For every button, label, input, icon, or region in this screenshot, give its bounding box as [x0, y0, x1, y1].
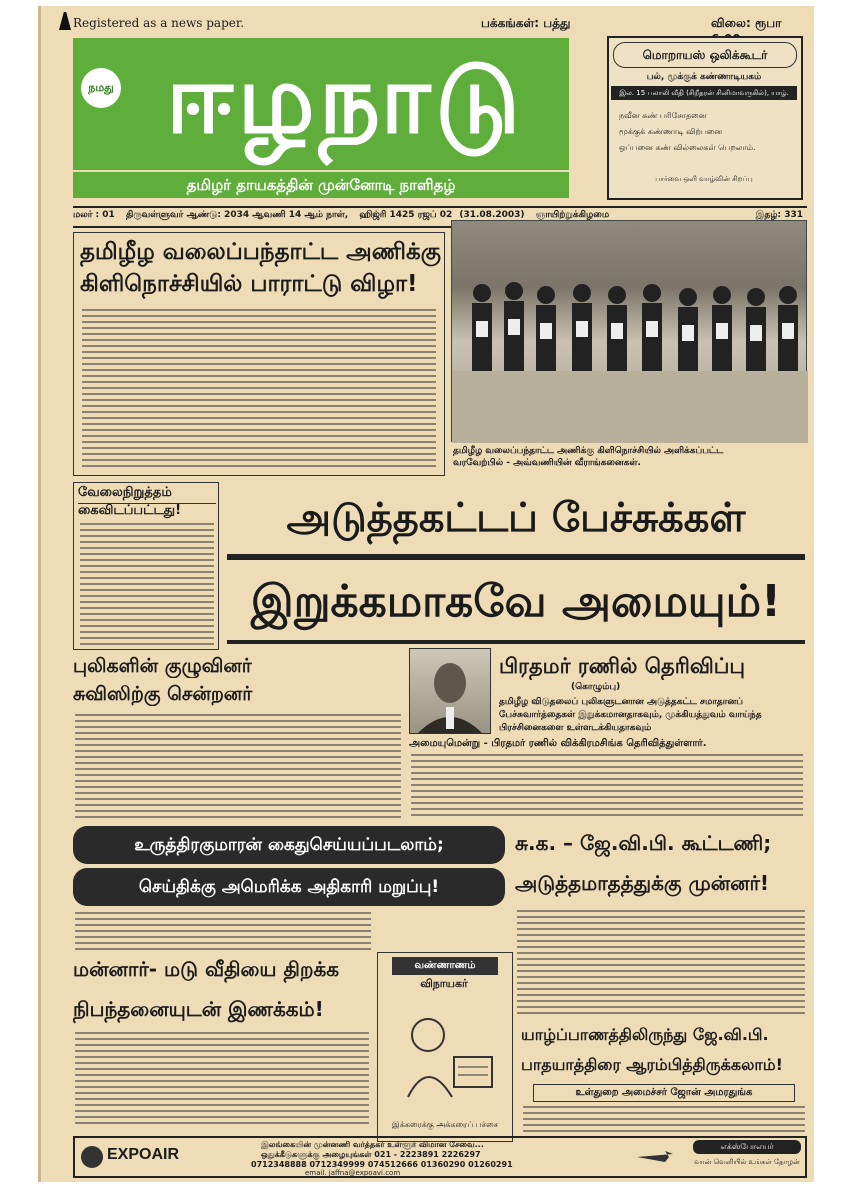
- expoair-numbers: 0712348888 0712349999 074512666 01360290 01260291: [251, 1160, 513, 1169]
- netball-headline-2: கிளிநொச்சியில் பாராட்டு விழா!: [80, 271, 418, 297]
- expoair-right-title: எக்ஸ்போஎயர்: [693, 1140, 801, 1154]
- logo-prefix-badge: நமது: [81, 68, 121, 108]
- jaffna-body-text: [523, 1106, 805, 1134]
- netball-story: [73, 232, 445, 476]
- jaffna-headline-2: பாதயாத்திரை ஆரம்பித்திருக்கலாம்!: [521, 1055, 783, 1074]
- pm-story-title: பிரதமர் ரணில் தெரிவிப்பு: [499, 654, 745, 678]
- strike-headline-1: வேலைநிறுத்தம்: [78, 485, 216, 504]
- strike-body-text: [80, 523, 214, 645]
- pm-portrait-icon: [410, 649, 490, 733]
- dateline-rule-top: [73, 206, 807, 208]
- tigers-headline-1: புலிகளின் குழுவினர்: [73, 655, 252, 677]
- team-photo-figures: [452, 221, 808, 443]
- expoair-line-1: இலங்கையின் முன்னணி வர்த்தகர் உள்ளூர் விமான சேவை...: [261, 1140, 484, 1149]
- alliance-body-text: [517, 910, 805, 1018]
- cartoon-title-1: வண்ணாணம்: [392, 957, 498, 975]
- optician-ad-item-2: மூக்குக் கண்ணாடி விற்பனை: [619, 127, 723, 136]
- pm-story-lead: தமிழீழ விடுதலைப் புலிகளுடனான அடுத்தகட்ட சமாதானப் பேச்சுவார்த்தைகள் இறுக்கமானதாகவும், முக்கியத்துவம் வாய்ந்த பிரச்சினைகளை உள்ளடக்கியதாகவும்: [499, 697, 762, 733]
- optician-ad-subtitle: பல், மூக்குக் கண்ணாடியகம்: [646, 72, 762, 82]
- optician-ad-title: மொறாயஸ் ஒலிக்கூடர்: [613, 42, 797, 68]
- dateline-day: ஞாயிற்றுக்கிழமை: [535, 210, 610, 220]
- netball-headline-1: தமிழீழ வலைப்பந்தாட்ட அணிக்கு: [80, 239, 441, 265]
- main-headline-rule: [227, 554, 805, 560]
- airplane-icon: [635, 1148, 675, 1164]
- registration-note: Registered as a news paper.: [73, 16, 245, 30]
- jaffna-headline-1: யாழ்ப்பாணத்திலிருந்து ஜே.வி.பி.: [521, 1025, 769, 1044]
- alliance-headline-2: அடுத்தமாதத்துக்கு முன்னர்!: [515, 871, 770, 895]
- optician-ad-footer: பார்வை ஒளி வாழ்வின் சிறப்பு: [655, 175, 753, 183]
- arrest-headline-2: செய்திக்கு அமெரிக்க அதிகாரி மறுப்பு!: [73, 868, 505, 906]
- photo-caption-2: வரவேற்பில் - அவ்வணியின் வீராங்கனைகள்.: [453, 458, 641, 468]
- alliance-headline-1: சு.க. – ஜே.வி.பி. கூட்டணி;: [515, 831, 772, 855]
- pm-story-location: (கொழும்பு): [571, 682, 621, 692]
- tigers-headline-2: சுவிஸிற்கு சென்றனர்: [73, 683, 253, 705]
- masthead-tagline: தமிழர் தாயகத்தின் முன்னோடி நாளிதழ்: [73, 172, 569, 198]
- expoair-brand: EXPOAIR: [107, 1146, 180, 1163]
- arrest-headline-1: உருத்திரகுமாரன் கைதுசெய்யப்படலாம்;: [73, 826, 505, 864]
- pm-photo: [409, 648, 491, 734]
- mannar-body-text: [75, 1032, 369, 1126]
- mannar-headline-2: நிபந்தனையுடன் இணக்கம்!: [73, 997, 324, 1021]
- dateline-tamil-year: திருவள்ளுவர் ஆண்டு: 2034 ஆவணி 14 ஆம் நாள்,: [125, 210, 349, 220]
- main-headline-1: அடுத்தகட்டப் பேச்சுக்கள்: [286, 495, 746, 541]
- price: விலை: ரூபா: [711, 16, 782, 30]
- dateline-issue: இதழ்: 331: [755, 210, 803, 220]
- cartoon-title-2: விநாயகர்: [420, 977, 468, 990]
- tigers-body-text: [75, 714, 401, 820]
- expoair-logo-icon: [81, 1146, 103, 1168]
- expoair-line-2: ஒதுக்கீடுகளுக்கு அழையுங்கள் 021 - 2223891 2226297: [261, 1150, 481, 1159]
- main-headline-rule-bottom: [227, 640, 805, 644]
- cartoon-caption: இக்கரைக்கு அக்கரைப் பச்சை: [391, 1120, 499, 1129]
- mannar-headline-1: மன்னார்- மடு வீதியை திறக்க: [73, 957, 340, 981]
- optician-ad-item-3: ஒப்பனை கண் வில்லைகள் பெறலாம்.: [619, 143, 756, 152]
- expoair-ad: [73, 1136, 807, 1178]
- masthead-title: ஈழநாடு: [165, 43, 525, 155]
- dateline-volume: மலர் : 01: [73, 210, 115, 220]
- dateline-hijri: ஹிஜ்ரி 1425 ரஜப் 02: [359, 210, 453, 220]
- cartoon-drawing: [388, 997, 502, 1113]
- strike-headline-2: கைவிடப்பட்டது!: [78, 503, 181, 518]
- pm-story-body: [411, 754, 803, 820]
- jaffna-byline: உள்துறை அமைச்சர் ஜோன் அமரதுங்க: [533, 1084, 795, 1102]
- netball-body-text: [82, 309, 436, 469]
- main-headline-2: இறுக்கமாகவே அமையும்!: [250, 576, 782, 627]
- optician-ad-item-1: நவீன கண் பரிசோதனை: [619, 111, 707, 120]
- expoair-right-sub: வான் வெளியில் உங்கள் தோழன்: [694, 1158, 800, 1166]
- newspaper-page: [38, 6, 814, 1182]
- photo-caption-1: தமிழீழ வலைப்பந்தாட்ட அணிக்கு கிளிநொச்சியில் அளிக்கப்பட்ட: [453, 446, 724, 456]
- dateline-date: (31.08.2003): [459, 210, 525, 220]
- pen-mark-icon: [59, 12, 71, 30]
- expoair-email: email. jaffna@expoavi.com: [305, 1169, 401, 1177]
- strike-story: [73, 482, 219, 650]
- arrest-body-text: [75, 912, 371, 952]
- netball-team-photo: [451, 220, 807, 442]
- cartoon-box: [377, 952, 513, 1142]
- optician-ad-address: இல. 15 பலாலி வீதி (சிறீதரன் சினிமாவருகில்), யாழ்.: [611, 86, 797, 100]
- optician-ad: [607, 36, 803, 200]
- page-count: பக்கங்கள்: பத்து: [481, 16, 571, 30]
- masthead-banner: [73, 38, 569, 170]
- pm-story-byline: அமையுமென்று - பிரதமர் ரணில் விக்கிரமசிங்க தெரிவித்துள்ளார்.: [409, 738, 707, 749]
